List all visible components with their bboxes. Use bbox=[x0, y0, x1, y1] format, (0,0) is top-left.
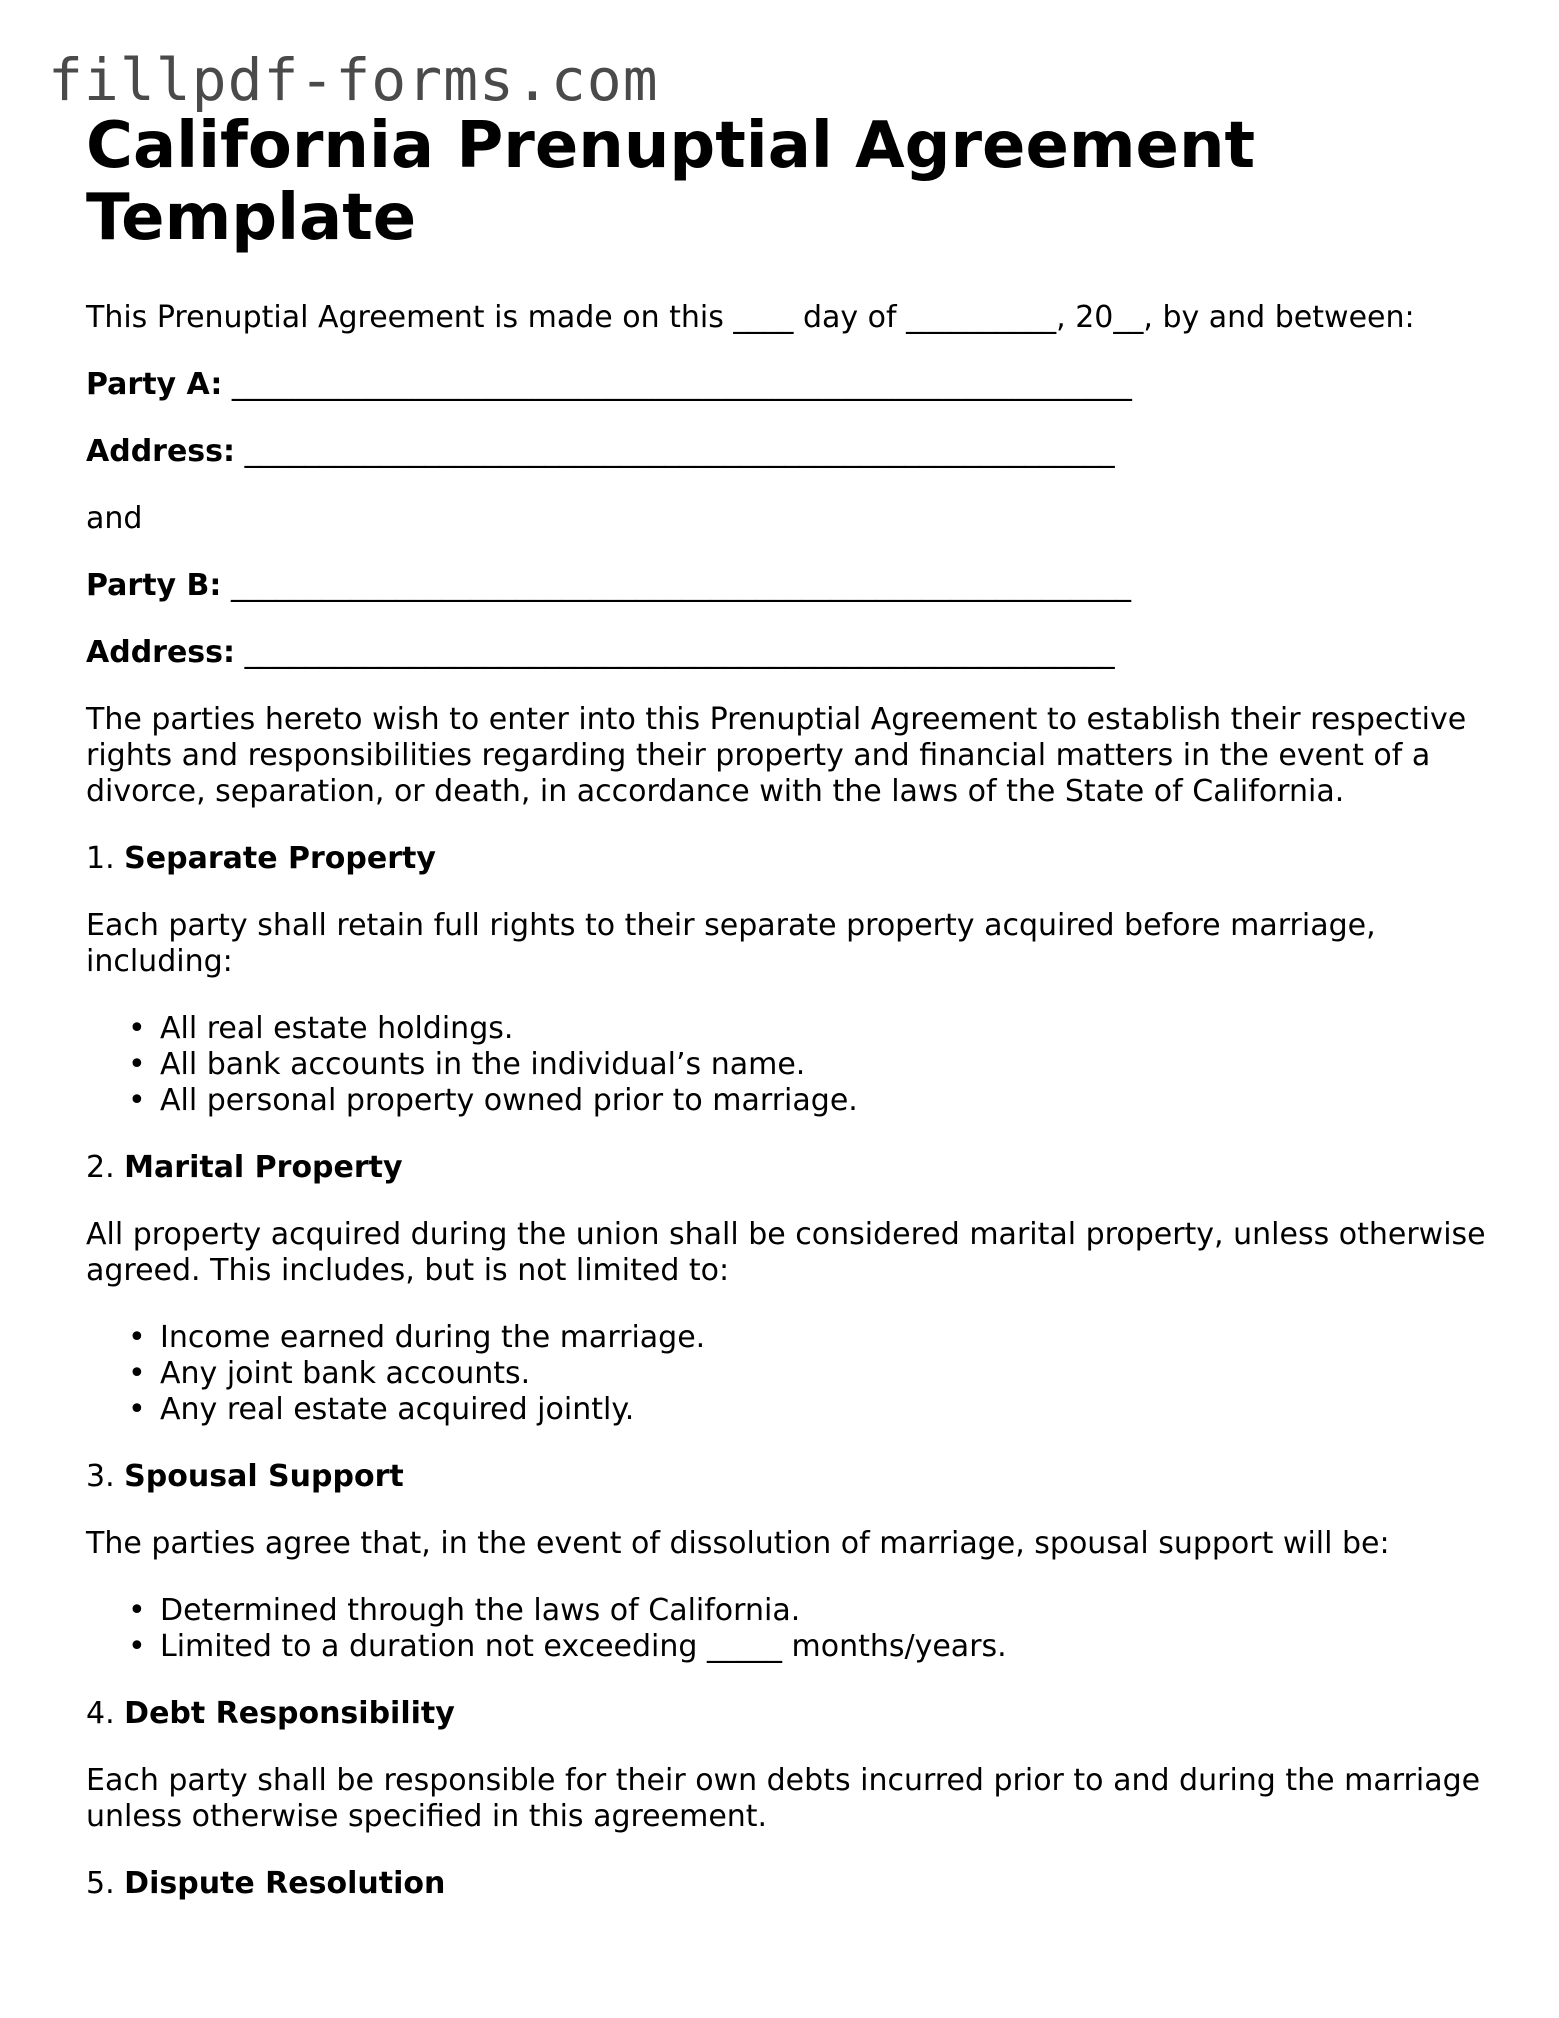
section-body: Each party shall retain full rights to their separate property acquired before marriage, including: bbox=[86, 908, 1376, 979]
bullet-icon: • bbox=[128, 1083, 146, 1118]
address-b-field bbox=[86, 635, 1486, 671]
bullet-icon: • bbox=[128, 1320, 146, 1355]
list-item: • Any joint bank accounts. bbox=[128, 1356, 531, 1391]
address-a-blank: __________________________________________________________ bbox=[244, 434, 1115, 469]
list-item: • All personal property owned prior to marriage. bbox=[128, 1083, 858, 1118]
section-heading bbox=[86, 1696, 1486, 1732]
address-a-field bbox=[86, 434, 1486, 470]
list-item: • Limited to a duration not exceeding _____ months/years. bbox=[128, 1629, 1007, 1664]
address-b-label: Address: bbox=[86, 635, 236, 670]
bullet-icon: • bbox=[128, 1593, 146, 1628]
document-title: California Prenuptial Agreement Template bbox=[86, 109, 1256, 255]
list-item: • All real estate holdings. bbox=[128, 1011, 514, 1046]
bullet-list bbox=[86, 1320, 1486, 1428]
section-title: Dispute Resolution bbox=[124, 1866, 446, 1901]
party-b-field bbox=[86, 568, 1486, 604]
section-number: 2. bbox=[86, 1150, 115, 1185]
bullet-icon: • bbox=[128, 1629, 146, 1664]
bullet-list bbox=[86, 1593, 1486, 1665]
bullet-list bbox=[86, 1011, 1486, 1119]
address-a-label: Address: bbox=[86, 434, 236, 469]
address-b-blank: __________________________________________________________ bbox=[244, 635, 1115, 670]
section-title: Debt Responsibility bbox=[124, 1696, 455, 1731]
list-item: • Any real estate acquired jointly. bbox=[128, 1392, 635, 1427]
section-number: 4. bbox=[86, 1696, 115, 1731]
bullet-icon: • bbox=[128, 1356, 146, 1391]
party-a-blank: ____________________________________________________________ bbox=[231, 367, 1132, 402]
section-title: Separate Property bbox=[124, 841, 436, 876]
section-heading bbox=[86, 1150, 1486, 1186]
document-page bbox=[86, 110, 1486, 1902]
party-a-label: Party A: bbox=[86, 367, 223, 402]
section-number: 3. bbox=[86, 1459, 115, 1494]
section-body: Each party shall be responsible for their own debts incurred prior to and during the marriage unless otherwise specified in this agreement. bbox=[86, 1763, 1481, 1834]
section-heading bbox=[86, 841, 1486, 877]
section-number: 5. bbox=[86, 1866, 115, 1901]
section-body: All property acquired during the union shall be considered marital property, unless otherwise agreed. This includes, but is not limited to: bbox=[86, 1217, 1486, 1288]
bullet-icon: • bbox=[128, 1392, 146, 1427]
intro-paragraph: This Prenuptial Agreement is made on this ____ day of __________, 20__, by and between: bbox=[86, 300, 1415, 335]
list-item: • Determined through the laws of California. bbox=[128, 1593, 801, 1628]
section-heading bbox=[86, 1459, 1486, 1495]
list-item: • Income earned during the marriage. bbox=[128, 1320, 706, 1355]
bullet-icon: • bbox=[128, 1011, 146, 1046]
party-b-label: Party B: bbox=[86, 568, 222, 603]
section-heading bbox=[86, 1866, 1486, 1902]
party-b-blank: ____________________________________________________________ bbox=[230, 568, 1131, 603]
section-number: 1. bbox=[86, 841, 115, 876]
purpose-paragraph: The parties hereto wish to enter into this Prenuptial Agreement to establish their respective rights and responsibilities regarding their property and financial matters in the event of a divorce, separation, or death, in accordance with the laws of the State of California. bbox=[86, 702, 1467, 809]
party-a-field bbox=[86, 367, 1486, 403]
watermark-logo: fillpdf-forms.com bbox=[48, 46, 659, 114]
section-title: Spousal Support bbox=[124, 1459, 404, 1494]
section-body: The parties agree that, in the event of dissolution of marriage, spousal support will be: bbox=[86, 1526, 1390, 1561]
and-text: and bbox=[86, 501, 143, 536]
bullet-icon: • bbox=[128, 1047, 146, 1082]
section-title: Marital Property bbox=[124, 1150, 403, 1185]
list-item: • All bank accounts in the individual’s name. bbox=[128, 1047, 806, 1082]
